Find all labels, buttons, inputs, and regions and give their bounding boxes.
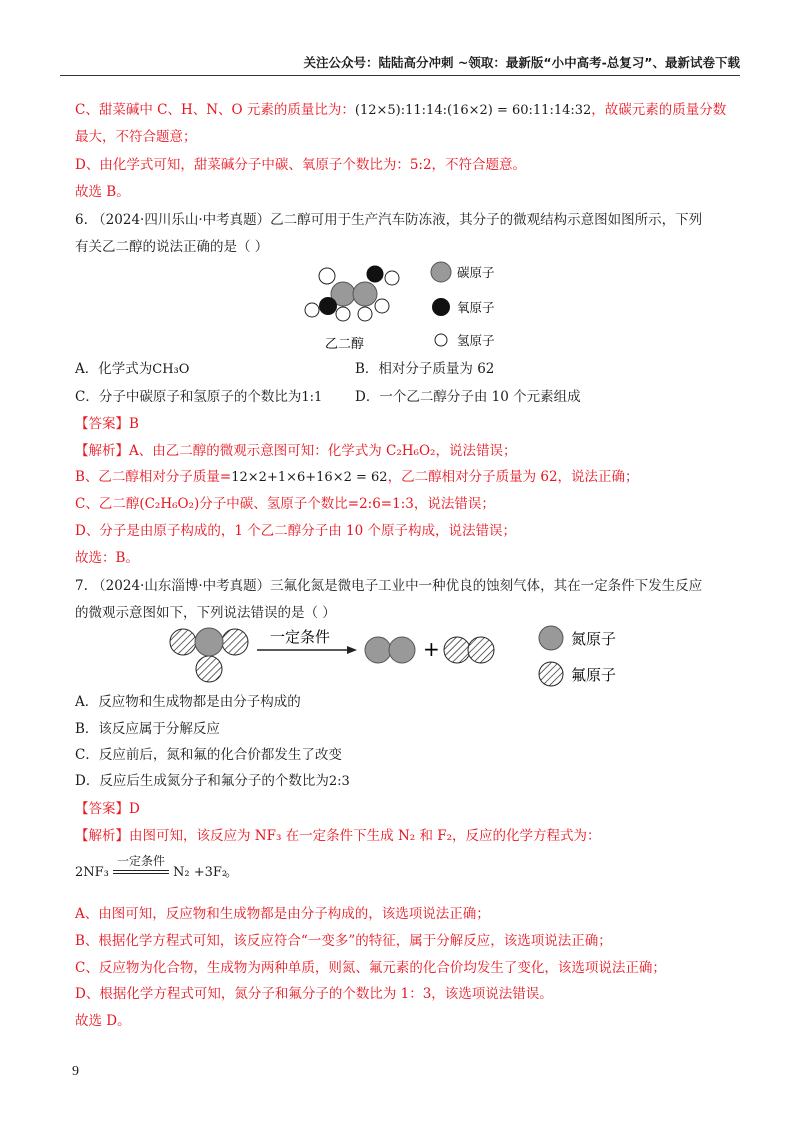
q7-analysis-d: D、根据化学方程式可知，氮分子和氟分子的个数比为 1：3，该选项说法错误。	[75, 986, 553, 1002]
n-atom	[365, 637, 391, 663]
n-atom	[389, 637, 415, 663]
f-atom	[444, 637, 470, 663]
q7-analysis-c: C、反应物为化合物，生成物为两种单质，则氮、氟元素的化合价均发生了变化，该选项说法正确；	[75, 960, 666, 976]
h-atom	[385, 271, 399, 285]
q7-option-d	[75, 772, 350, 791]
plus-sign: +	[423, 637, 440, 661]
q5-conclusion: 故选 B。	[75, 184, 130, 200]
analysis-tag: 【解析】	[75, 443, 129, 459]
answer-tag: 【答案】	[75, 801, 129, 817]
q6-option-a-math: CH₃O	[152, 362, 190, 377]
legend-hydrogen-icon	[435, 334, 447, 346]
legend-oxygen-icon	[432, 298, 450, 316]
q7-option-a: A．反应物和生成物都是由分子构成的	[75, 694, 301, 710]
analysis-b-math: 12×2+1×6+16×2 = 62	[231, 470, 388, 485]
answer-value: B	[129, 416, 139, 432]
q7-analysis-b: B、根据化学方程式可知，该反应符合“一变多”的特征，属于分解反应，该选项说法正确；	[75, 933, 612, 949]
nf3-molecule	[170, 628, 248, 682]
legend-carbon: 碳原子	[457, 265, 495, 280]
q7-answer	[75, 800, 140, 818]
equation-line-top	[113, 870, 169, 871]
ethylene-glycol-molecule	[305, 266, 399, 321]
analysis-tag: 【解析】	[75, 828, 129, 844]
q7-stem-line2: 的微观示意图如下，下列说法错误的是（ ）	[75, 605, 336, 621]
legend-fluorine-icon	[539, 662, 563, 686]
q5-analysis-c-line1	[75, 101, 726, 120]
q6-analysis-c: C、乙二醇(C₂H₆O₂)分子中碳、氢原子个数比=2:6=1:3，说法错误；	[75, 496, 495, 512]
q6-analysis-d: D、分子是由原子构成的，1 个乙二醇分子由 10 个原子构成，说法错误；	[75, 523, 516, 539]
h-atom	[319, 268, 335, 284]
equation-line-bottom	[113, 873, 169, 874]
q6-option-b: B．相对分子质量为 62	[355, 361, 495, 377]
analysis-b-suffix: ，乙二醇相对分子质量为 62，说法正确；	[387, 469, 639, 485]
o-atom	[367, 266, 383, 282]
q7-option-d-math: 2:3	[328, 774, 350, 789]
q6-analysis-a	[75, 442, 516, 460]
legend-carbon-icon	[431, 262, 451, 282]
page-header	[60, 30, 740, 76]
f-atom	[196, 656, 222, 682]
q6-stem-line1: 6. （2024·四川乐山·中考真题）乙二醇可用于生产汽车防冻液，其分子的微观结构示意图如图所示，下列	[75, 212, 703, 228]
q5-c-math: (12×5):11:14:(16×2) = 60:11:14:32	[354, 103, 592, 118]
q6-stem-line2: 有关乙二醇的说法正确的是（ ）	[75, 239, 269, 255]
legend-oxygen: 氧原子	[457, 300, 495, 315]
q6-option-a-text: A．化学式为	[75, 361, 153, 377]
q6-molecule-figure	[295, 258, 555, 354]
q6-option-c	[75, 388, 322, 407]
legend-hydrogen: 氢原子	[457, 333, 495, 348]
arrow-head-icon	[347, 646, 357, 654]
q5-analysis-c-line2: 最大，不符合题意；	[75, 129, 197, 145]
equation-right: N₂ +3F₂	[173, 865, 228, 880]
f-atom	[170, 629, 196, 655]
q6-figure-caption: 乙二醇	[325, 337, 365, 352]
n2-molecule	[365, 637, 415, 663]
f-atom	[468, 637, 494, 663]
q6-option-a	[75, 360, 189, 379]
q6-option-c-text: C．分子中碳原子和氢原子的个数比为	[75, 389, 302, 405]
arrow-label: 一定条件	[270, 628, 331, 646]
analysis-b-prefix: B、乙二醇相对分子质量=	[75, 469, 232, 485]
q7-option-b: B．该反应属于分解反应	[75, 721, 220, 737]
f2-molecule	[444, 637, 494, 663]
q7-stem-line1: 7. （2024·山东淄博·中考真题）三氟化氮是微电子工业中一种优良的蚀刻气体，其在一定条件下发生反应	[75, 578, 703, 594]
q7-reaction-figure	[167, 622, 667, 690]
c-atom	[353, 282, 377, 306]
legend-nitrogen-icon	[539, 626, 563, 650]
header-text: 关注公众号：陆陆高分冲刺 ~领取：最新版“小中高考-总复习”、最新试卷下载	[303, 55, 740, 70]
q7-option-d-text: D．反应后生成氮分子和氟分子的个数比为	[75, 773, 329, 789]
n-atom	[195, 628, 223, 656]
h-atom	[375, 299, 389, 313]
o-atom	[319, 297, 337, 315]
q6-analysis-b	[75, 468, 639, 487]
legend-fluorine: 氟原子	[571, 666, 617, 684]
equation-left: 2NF₃	[75, 865, 109, 880]
q5-c-suffix: ，故碳元素的质量分数	[591, 102, 727, 118]
equation-end: 。	[225, 865, 239, 880]
h-atom	[305, 303, 319, 317]
q5-c-prefix: C、甜菜碱中 C、H、N、O 元素的质量比为：	[75, 102, 355, 118]
q6-option-c-math: 1:1	[301, 390, 323, 405]
q7-analysis-a: A、由图可知，反应物和生成物都是由分子构成的，该选项说法正确；	[75, 906, 490, 922]
page-number: 9	[72, 1064, 79, 1079]
analysis-intro-text: 由图可知，该反应为 NF₃ 在一定条件下生成 N₂ 和 F₂，反应的化学方程式为：	[129, 828, 601, 844]
q5-analysis-d: D、由化学式可知，甜菜碱分子中碳、氧原子个数比为：5:2，不符合题意。	[75, 157, 527, 173]
q6-conclusion: 故选：B。	[75, 550, 139, 566]
h-atom	[336, 307, 350, 321]
analysis-a-text: A、由乙二醇的微观示意图可知：化学式为 C₂H₆O₂，说法错误；	[129, 443, 517, 459]
q6-answer	[75, 415, 139, 433]
q6-option-d: D．一个乙二醇分子由 10 个元素组成	[355, 389, 581, 405]
answer-tag: 【答案】	[75, 416, 129, 432]
f-atom	[222, 629, 248, 655]
legend-nitrogen: 氮原子	[571, 630, 617, 648]
answer-value: D	[129, 801, 140, 817]
q7-analysis-intro	[75, 827, 601, 845]
q7-option-c: C．反应前后，氮和氟的化合价都发生了改变	[75, 747, 342, 763]
equation-condition: 一定条件	[116, 854, 165, 868]
h-atom	[358, 307, 372, 321]
q7-conclusion: 故选 D。	[75, 1013, 131, 1029]
